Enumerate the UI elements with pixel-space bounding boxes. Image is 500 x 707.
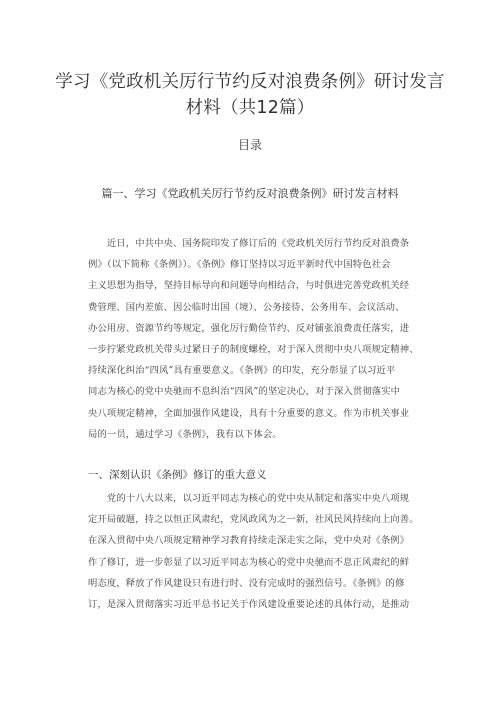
paragraph-1 <box>88 233 460 445</box>
document-title-line-1: 学习《党政机关厉行节约反对浪费条例》研讨发言 <box>55 72 445 92</box>
paragraph-line: 明态度，释放了作风建设只有进行时、没有完成时的强烈信号。《条例》的修 <box>88 577 405 589</box>
paragraph-line: 例》（以下简称《条例》）。《条例》修订坚持以习近平新时代中国特色社会 <box>88 259 391 271</box>
paragraph-line: 费管理、国内差旅、因公临时出国（境）、公务接待、公务用车、会议活动、 <box>88 301 405 313</box>
toc-label: 目录 <box>237 138 262 152</box>
paragraph-2 <box>88 488 460 615</box>
paragraph-line: 主义思想为指导，坚持目标导向和问题导向相结合，与时俱进完善党政机关经 <box>88 280 410 292</box>
paragraph-line: 定开局破题，持之以恒正风肃纪，党风政风为之一新，社风民风持续向上向善。 <box>88 514 419 526</box>
document-title-line-2: 材料（共12篇） <box>185 98 315 118</box>
paragraph-line: 订，是深入贯彻落实习近平总书记关于作风建设重要论述的具体行动，是推动 <box>88 598 410 610</box>
chapter-title: 篇一、学习《党政机关厉行节约反对浪费条例》研讨发言材料 <box>101 187 399 200</box>
paragraph-line: 一步拧紧党政机关带头过紧日子的制度螺栓，对于深入贯彻中央八项规定精神、 <box>88 343 419 355</box>
paragraph-line: 同志为核心的党中央驰而不息纠治“四风”的坚定决心，对于深入贯彻落实中 <box>88 386 401 398</box>
paragraph-line: 近日，中共中央、国务院印发了修订后的《党政机关厉行节约反对浪费条 <box>88 238 410 249</box>
paragraph-line: 办公用房、资源节约等规定，强化厉行勤俭节约、反对铺张浪费责任落实，进 <box>88 322 410 334</box>
paragraph-line: 作了修订，进一步彰显了以习近平同志为核心的党中央驰而不息正风肃纪的鲜 <box>88 556 410 568</box>
paragraph-line: 持续深化纠治“四风”具有重要意义。《条例》的印发，充分彰显了以习近平 <box>88 365 396 377</box>
paragraph-line: 党的十八大以来，以习近平同志为核心的党中央从制定和落实中央八项规 <box>88 493 410 504</box>
paragraph-line: 央八项规定精神，全面加强作风建设，具有十分重要的意义。作为市机关事业 <box>88 407 410 419</box>
paragraph-line: 局的一员，通过学习《条例》，我有以下体会。 <box>88 428 282 440</box>
section-heading-1: 一、深刻认识《条例》修订的重大意义 <box>88 469 267 481</box>
paragraph-line: 在深入贯彻中央八项规定精神学习教育持续走深走实之际，党中央对《条例》 <box>88 535 410 547</box>
